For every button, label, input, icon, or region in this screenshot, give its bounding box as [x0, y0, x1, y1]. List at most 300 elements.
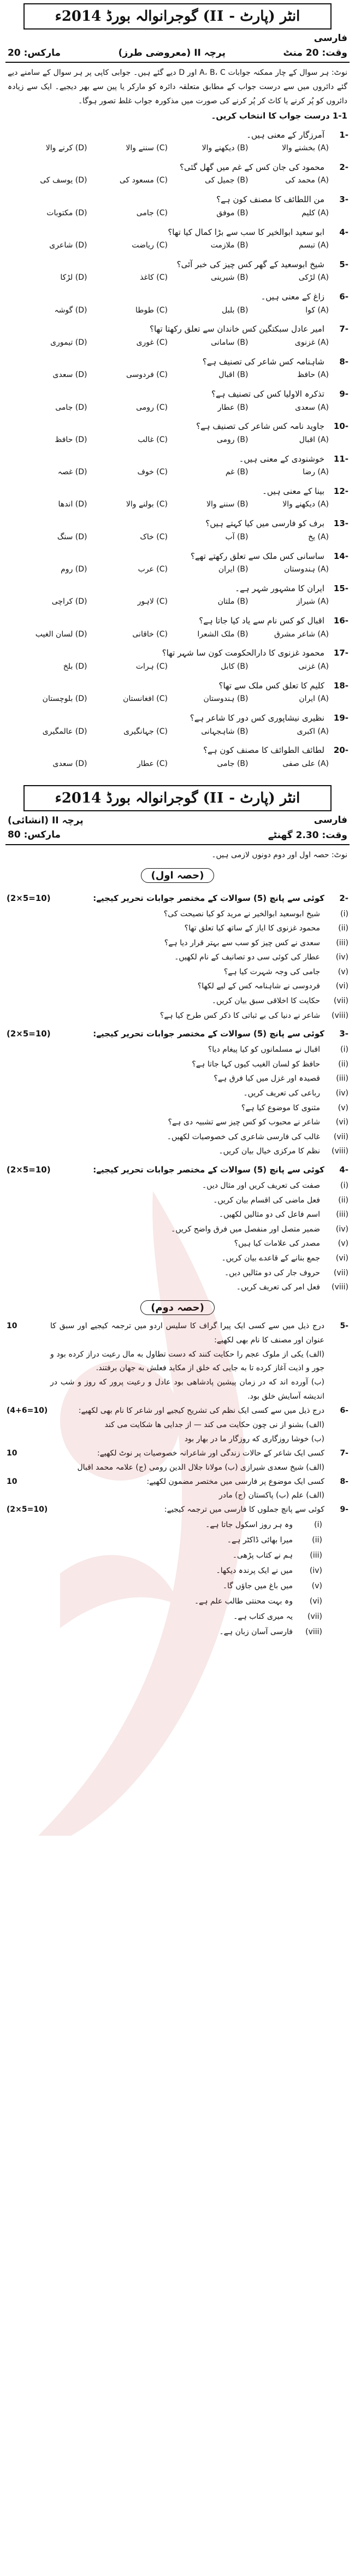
question-number: 16-: [333, 616, 348, 626]
question-number: 8-: [339, 356, 348, 367]
mcq-item: [7, 161, 348, 187]
mcq-item: [7, 128, 348, 155]
mcq-option: (B) جمیل کی: [205, 176, 248, 185]
question-marks: [7, 1489, 50, 1503]
mcq-option: (D) اندھا: [58, 500, 87, 509]
mcq-option: (C) ہرات: [135, 662, 168, 671]
mcq-option: (D) سعدی: [52, 759, 87, 768]
paper-label: پرچہ II (انشائی): [8, 815, 84, 826]
mcq-option: (C) سننے والا: [126, 144, 168, 153]
question-number: 2-: [339, 162, 348, 172]
roman-numeral: (vi): [335, 982, 348, 991]
mcq-option: (D) بلوچستان: [42, 694, 87, 704]
mcq-option: (B) موفق: [216, 208, 248, 217]
long-question-text: درج ذیل میں سے کسی ایک پیرا گراف کا سلیس اردو میں ترجمہ کیجیے اور سبق کا عنوان اور مصنف کا نام بھی لکھیے:: [50, 1321, 324, 1345]
question-number: 4-: [339, 227, 348, 237]
question-text: خوشنودی کے معنی ہیں۔: [239, 453, 324, 464]
mcq-option: (C) ریاضت: [132, 241, 168, 250]
roman-numeral: (vi): [335, 1118, 348, 1127]
long-question-text: کوئی سے پانچ جملوں کا فارسی میں ترجمہ کیجیے:: [164, 1505, 324, 1514]
question-text: بینا کے معنی ہیں۔: [262, 486, 324, 496]
time-label: وقت: 20 منٹ: [283, 47, 347, 58]
mcq-item: [7, 290, 348, 317]
translation-sentence: [0, 1548, 355, 1563]
question-number: [324, 1348, 348, 1376]
mcq-question-row: [7, 258, 348, 272]
roman-numeral: (ii): [338, 1059, 348, 1069]
short-question-text: حکایت کا اخلاقی سبق بیان کریں۔: [211, 997, 320, 1006]
short-question-text: فعل ماضی کی اقسام بیان کریں۔: [213, 1195, 320, 1205]
long-question-row: [0, 1319, 355, 1348]
question-number: 9-: [340, 1505, 348, 1514]
roman-numeral: (vii): [334, 1268, 348, 1277]
mcq-option: (C) خوف: [137, 468, 168, 477]
question-number: 18-: [333, 680, 348, 691]
long-questions: [0, 1319, 355, 1517]
question-text: کلیم کا تعلق کس ملک سے تھا؟: [218, 680, 324, 691]
translation-sentence: [0, 1563, 355, 1578]
long-question-row: [0, 1433, 355, 1447]
question-number: 5-: [340, 1321, 348, 1330]
roman-numeral: (viii): [332, 1283, 348, 1292]
mcq-option: (B) ہندوستان: [203, 694, 248, 704]
short-question: [0, 1280, 355, 1295]
short-question-text: عطار کی کوئی سی دو تصانیف کے نام لکھیں۔: [174, 953, 320, 962]
question-number: [324, 1433, 348, 1447]
mcq-option: (C) لاہور: [137, 597, 168, 606]
mcq-option: (A) یخ: [308, 532, 329, 541]
roman-numeral: (v): [338, 1239, 348, 1248]
short-question: [0, 1130, 355, 1145]
mcq-option: (C) غوری: [136, 338, 168, 347]
short-question: [0, 1222, 355, 1237]
question-text: آمرزگار کے معنی ہیں۔: [246, 129, 324, 140]
mcq-option: (B) شیرینی: [211, 273, 248, 282]
question-number: 1-: [339, 129, 348, 140]
translation-sentence: [0, 1532, 355, 1548]
long-question-text: درج ذیل میں سے کسی ایک نظم کی تشریح کیجیے اور شاعر کا نام بھی لکھیے:: [78, 1406, 324, 1416]
question-heading: [0, 1023, 355, 1042]
translation-sentences: [0, 1517, 355, 1640]
short-question: [0, 1101, 355, 1116]
mcq-options: [7, 207, 348, 220]
mcq-option: (A) سعدی: [295, 403, 329, 412]
sentence-text: میں باغ میں جاؤں گا۔: [222, 1582, 293, 1591]
long-question-row: [0, 1376, 355, 1404]
roman-numeral: (vii): [334, 997, 348, 1006]
short-question-text: مصدر کی علامات کیا ہیں؟: [234, 1239, 320, 1248]
mcq-options: [7, 628, 348, 641]
roman-numeral: (vi): [309, 1597, 322, 1606]
mcq-option: (D) جامی: [55, 403, 87, 412]
long-question-text: (ب) آورده اند که در زمان پیشین پادشاهی بود عادل و رعیت پرور که روز و شب در اندیشه آسایش خلق بود.: [50, 1378, 324, 1401]
short-question-text: حافظ کو لسان الغیب کیوں کہا جاتا ہے؟: [192, 1059, 320, 1069]
mcq-question-row: [7, 128, 348, 143]
mcq-option: (A) غزنی: [298, 662, 329, 671]
mcq-item: [7, 355, 348, 382]
mcq-question-row: [7, 355, 348, 369]
roman-numeral: (ii): [338, 924, 348, 933]
mcq-option: (B) شاہجہانی: [201, 727, 248, 736]
mcq-option: (D) یوسف کی: [40, 176, 87, 185]
short-question: [0, 1144, 355, 1159]
mcq-option: (C) رومی: [136, 403, 168, 412]
mcq-options: [7, 142, 348, 155]
mcq-option: (B) ایران: [218, 565, 248, 574]
mcq-option: (D) لسان الغیب: [35, 629, 87, 639]
question-text: ایران کا مشہور شہر ہے۔: [235, 583, 324, 593]
mcq-item: [7, 646, 348, 673]
long-question-row: [0, 1404, 355, 1418]
question-number: 9-: [339, 389, 348, 399]
question-text: ساسانی کس ملک سے تعلق رکھتے تھے؟: [191, 551, 324, 561]
roman-numeral: (v): [311, 1582, 322, 1591]
question-marks: [7, 1376, 50, 1404]
question-number: 10-: [333, 421, 348, 432]
mcq-options: [7, 531, 348, 544]
question-marks: [7, 1433, 50, 1447]
question-number: 6-: [340, 1406, 348, 1416]
mcq-option: (A) ہندوستان: [284, 565, 329, 574]
paper-label: پرچہ II (معروضی طرز): [118, 48, 226, 58]
roman-numeral: (i): [340, 909, 348, 918]
mcq-option: (D) روم: [61, 565, 87, 574]
short-question-text: نظم کا مرکزی خیال بیان کریں۔: [218, 1147, 320, 1156]
mcq-option: (A) غزنوی: [294, 338, 329, 347]
mcq-item: [7, 582, 348, 609]
mcq-question-row: [7, 614, 348, 628]
short-question-text: فردوسی نے شاہنامہ کس کے لیے لکھا؟: [197, 982, 320, 991]
question-number: 12-: [333, 486, 348, 496]
translation-sentence: [0, 1594, 355, 1609]
short-question-text: اقبال نے مسلمانوں کو کیا پیغام دیا؟: [208, 1045, 320, 1054]
mcq-option: (B) آب: [225, 532, 248, 541]
roman-numeral: (vi): [335, 1253, 348, 1263]
mcq-options: [7, 498, 348, 511]
mcq-question-row: [7, 226, 348, 240]
objective-note: نوٹ: ہر سوال کے چار ممکنہ جوابات A، B، C اور D دیے گئے ہیں۔ جوابی کاپی پر ہر سوال کے سامنے دیے گئے دائروں میں سے درست جواب کے مطابق متعلقہ دائرہ کو مارکر یا پین سے بھر دیجیے۔ ایک سے زیادہ دائروں کو پُر کرنے یا کاٹ کر پُر کرنے کی صورت میں مذکورہ جواب غلط تصور ہوگا۔: [8, 68, 347, 105]
roman-numeral: (iii): [336, 938, 348, 947]
mcq-option: (B) سننے والا: [206, 500, 248, 509]
paper-title-subjective: انٹر (پارٹ - II) گوجرانوالہ بورڈ 2014ء: [23, 785, 332, 811]
mcq-item: [7, 614, 348, 641]
sentence-text: وہ بہت محنتی طالب علم ہے۔: [194, 1597, 293, 1606]
mcq-option: (B) بلبل: [222, 305, 248, 315]
roman-numeral: (vii): [307, 1612, 322, 1622]
short-question-text: محمود غزنوی کا ایاز کے ساتھ کیا تعلق تھا؟: [184, 924, 320, 933]
mcq-question-row: [7, 161, 348, 175]
short-question-text: حروف جار کی دو مثالیں دیں۔: [224, 1268, 320, 1277]
long-question-row: [0, 1503, 355, 1517]
mcq-options: [7, 758, 348, 771]
question-number: 14-: [333, 551, 348, 561]
mcq-options: [7, 174, 348, 187]
mcq-item: [7, 258, 348, 285]
mcq-option: (A) علی صفی: [282, 759, 329, 768]
short-question: [0, 907, 355, 922]
mcq-options: [7, 596, 348, 609]
short-question-text: فعل امر کی تعریف کریں۔: [236, 1283, 320, 1292]
question-text: محمود کی جان کس کے غم میں گھل گئی؟: [179, 162, 324, 172]
mcq-options: [7, 337, 348, 350]
short-question: [0, 1057, 355, 1072]
translation-sentence: [0, 1578, 355, 1594]
roman-numeral: (iv): [309, 1566, 322, 1576]
short-question-text: صفت کی تعریف کریں اور مثال دیں۔: [202, 1181, 320, 1190]
roman-numeral: (iv): [335, 1089, 348, 1098]
mcq-option: (B) کابل: [221, 662, 248, 671]
long-question-row: [0, 1489, 355, 1503]
section-2-title: (حصہ دوم): [0, 1300, 355, 1315]
short-question: [0, 1086, 355, 1101]
question-text: ابو سعید ابوالخیر کا سب سے بڑا کمال کیا تھا؟: [168, 227, 324, 237]
translation-sentence: [0, 1517, 355, 1532]
subjective-subject-row: [0, 815, 355, 826]
mcq-option: (B) دیکھنے والا: [202, 144, 248, 153]
mcq-item: [7, 679, 348, 706]
mcq-item: [7, 387, 348, 414]
mcq-option: (A) حافظ: [297, 370, 329, 380]
mcq-question-row: [7, 387, 348, 402]
mcq-options: [7, 563, 348, 576]
mcq-item: [7, 517, 348, 544]
roman-numeral: (v): [338, 967, 348, 976]
short-question-text: جامی کی وجہ شہرت کیا ہے؟: [223, 967, 320, 976]
mcq-options: [7, 402, 348, 415]
question-marks: (2×5=10): [7, 893, 51, 903]
mcq-item: [7, 452, 348, 479]
mcq-option: (B) غم: [225, 468, 248, 477]
mcq-option: (D) لڑکا: [60, 273, 87, 282]
sentence-text: فارسی آسان زبان ہے۔: [219, 1628, 293, 1637]
roman-numeral: (i): [314, 1520, 322, 1530]
question-number: 4-: [339, 1165, 348, 1175]
mcq-item: [7, 744, 348, 770]
roman-numeral: (iv): [335, 1224, 348, 1234]
mcq-options: [7, 304, 348, 317]
translation-sentence: [0, 1609, 355, 1624]
mcq-option: (A) شاعر مشرق: [274, 629, 329, 639]
mcq-option: (A) لڑکی: [298, 273, 329, 282]
question-marks: [7, 1461, 50, 1475]
question-number: 6-: [339, 292, 348, 302]
question-number: 7-: [339, 324, 348, 334]
roman-numeral: (viii): [305, 1628, 322, 1637]
roman-numeral: (i): [340, 1045, 348, 1054]
mcq-option: (C) عطار: [137, 759, 168, 768]
subjective-note: نوٹ: حصہ اول اور دوم دونوں لازمی ہیں۔: [211, 850, 347, 859]
long-question-text: کسی ایک شاعر کے حالات زندگی اور شاعرانہ خصوصیات پر نوٹ لکھیے:: [97, 1448, 324, 1458]
mcq-option: (A) تبسم: [299, 241, 329, 250]
question-heading: [0, 887, 355, 907]
short-question-text: سعدی نے کس چیز کو سب سے بہتر قرار دیا ہے؟: [164, 938, 320, 947]
question-number: 8-: [340, 1477, 348, 1486]
mcq-question-row: [7, 322, 348, 337]
mcq-option: (A) رضا: [303, 468, 329, 477]
paper-title: انٹر (پارٹ - II) گوجرانوالہ بورڈ 2014ء: [23, 3, 332, 30]
mcq-option: (D) مکتوبات: [46, 208, 87, 217]
question-number: 3-: [339, 194, 348, 205]
mcq-option: (C) فردوسی: [126, 370, 168, 380]
short-question-text: جمع بنانے کے قاعدے بیان کریں۔: [221, 1253, 320, 1263]
mcq-option: (D) بلخ: [63, 662, 87, 671]
short-question: [0, 1071, 355, 1086]
short-question: [0, 1236, 355, 1251]
mcq-option: (B) ملک الشعرا: [197, 629, 248, 639]
mcq-question-row: [7, 193, 348, 207]
mcq-item: [7, 420, 348, 446]
mcq-item: [7, 711, 348, 738]
question-marks: 10: [7, 1448, 17, 1458]
sentence-text: ہم نے کتاب پڑھی۔: [232, 1551, 293, 1560]
mcq-option: (A) دیکھنے والا: [282, 500, 329, 509]
roman-numeral: (i): [340, 1181, 348, 1190]
question-number: [324, 1489, 348, 1503]
long-question-row: [0, 1475, 355, 1489]
mcq-option: (A) کوا: [305, 305, 329, 315]
question-marks: 10: [7, 1477, 17, 1486]
mcq-option: (A) محمد کی: [285, 176, 329, 185]
mcq-option: (C) خاک: [140, 532, 168, 541]
short-question-text: شیخ ابوسعید ابوالخیر نے مرید کو کیا نصیحت کی؟: [163, 909, 320, 918]
question-text: جاوید نامہ کس شاعر کی تصنیف ہے؟: [196, 421, 324, 432]
mcq-option: (B) جامی: [217, 759, 248, 768]
mcq-item: [7, 485, 348, 511]
subject-label: فارسی: [313, 815, 347, 826]
divider: [5, 62, 350, 63]
mcq-option: (A) اقبال: [299, 435, 329, 444]
question-number: 5-: [339, 259, 348, 269]
mcq-options: [7, 239, 348, 252]
roman-numeral: (vii): [334, 1132, 348, 1141]
short-question-text: قصیدہ اور غزل میں کیا فرق ہے؟: [214, 1074, 320, 1083]
mcq-option: (C) طوطا: [135, 305, 168, 315]
roman-numeral: (viii): [332, 1147, 348, 1156]
question-3: [0, 1023, 355, 1159]
question-number: 2-: [339, 893, 348, 903]
question-marks: 10: [7, 1321, 17, 1330]
mcq-option: (B) ملتان: [217, 597, 248, 606]
mcq-option: (C) جہانگیری: [123, 727, 168, 736]
long-question-text: (الف) علم (ب) پاکستان (ج) مادر: [218, 1491, 324, 1500]
question-number: 7-: [340, 1448, 348, 1458]
mcq-options: [7, 726, 348, 739]
long-question-row: [0, 1447, 355, 1461]
mcq-option: (B) اقبال: [218, 370, 248, 380]
mcq-option: (C) بولنے والا: [126, 500, 168, 509]
mcq-option: (C) عرب: [138, 565, 168, 574]
long-question-row: [0, 1418, 355, 1433]
short-question-text: رباعی کی تعریف کریں۔: [243, 1089, 320, 1098]
question-text: اقبال کو کس نام سے یاد کیا جاتا ہے؟: [199, 616, 324, 626]
short-question: [0, 979, 355, 994]
roman-numeral: (ii): [312, 1536, 322, 1545]
short-question: [0, 936, 355, 951]
short-question: [0, 1193, 355, 1208]
mcq-question-row: [7, 485, 348, 499]
short-question: [0, 965, 355, 980]
short-question-text: اسم فاعل کی دو مثالیں لکھیں۔: [218, 1210, 320, 1219]
mcq-option: (B) ملازمت: [210, 241, 248, 250]
mcq-option: (D) کراچی: [51, 597, 87, 606]
question-2: [0, 887, 355, 1023]
mcq-option: (D) تیموری: [50, 338, 87, 347]
question-text: برف کو فارسی میں کیا کہتے ہیں؟: [205, 518, 324, 529]
question-marks: (4+6=10): [7, 1406, 48, 1416]
question-number: [324, 1376, 348, 1404]
short-question-text: مثنوی کا موضوع کیا ہے؟: [241, 1103, 320, 1112]
long-question-text: کسی ایک موضوع پر فارسی میں مختصر مضمون لکھیے:: [146, 1477, 324, 1486]
question-text: نظیری نیشاپوری کس دور کا شاعر ہے؟: [190, 713, 324, 723]
mcq-question-row: [7, 420, 348, 434]
mcq-question-row: [7, 290, 348, 304]
short-question-text: شاعر نے دنیا کی بے ثباتی کا ذکر کس طرح کیا ہے؟: [159, 1011, 320, 1020]
short-question: [0, 1207, 355, 1222]
mcq-option: (D) عالمگیری: [42, 727, 87, 736]
mcq-option: (C) غالب: [138, 435, 168, 444]
mcq-question-row: [7, 582, 348, 596]
mcq-options: [7, 661, 348, 674]
short-question-text: ضمیر متصل اور منفصل میں فرق واضح کریں۔: [171, 1224, 320, 1234]
mcq-option: (A) بخشنے والا: [282, 144, 329, 153]
mcq-option: (C) خاقانی: [132, 629, 168, 639]
question-marks: [7, 1418, 50, 1433]
roman-numeral: (iii): [336, 1074, 348, 1083]
mcq-option: (C) افغانستان: [123, 694, 168, 704]
mcq-option: (D) غصہ: [57, 468, 87, 477]
mcq-option: (C) مسعود کی: [119, 176, 168, 185]
roman-numeral: (iv): [335, 953, 348, 962]
mcq-option: (D) سنگ: [57, 532, 87, 541]
mcq-option: (C) کاغذ: [140, 273, 168, 282]
question-number: 19-: [333, 713, 348, 723]
question-text: من اللطائف کا مصنف کون ہے؟: [216, 194, 324, 205]
question-number: 15-: [333, 583, 348, 593]
marks-label: مارکس: 20: [8, 47, 61, 58]
mcq-item: [7, 550, 348, 576]
question-text: تذکرہ الاولیا کس کی تصنیف ہے؟: [211, 389, 324, 399]
short-question-text: شاعر نے محبوب کو کس چیز سے تشبیہ دی ہے؟: [168, 1118, 320, 1127]
roman-numeral: (ii): [338, 1195, 348, 1205]
mcq-option: (B) سامانی: [211, 338, 248, 347]
question-text: لطائف الطوائف کا مصنف کون ہے؟: [203, 745, 324, 756]
short-question-text: غالب کی فارسی شاعری کی خصوصیات لکھیں۔: [167, 1132, 320, 1141]
mcq-list: [0, 128, 355, 771]
long-question-text: (الف) یکی از ملوک عجم را حکایت کنند که دست تطاول به مال رعیت دراز کرده بود و جور و اذیت آغاز کرده تا به جایی که خلق از مکاید فعلش به جهان برفتند.: [50, 1349, 324, 1373]
roman-numeral: (v): [338, 1103, 348, 1112]
question-number: 13-: [333, 518, 348, 529]
short-question: [0, 1266, 355, 1281]
question-text: شاہنامہ کس شاعر کی تصنیف ہے؟: [202, 356, 324, 367]
divider: [5, 844, 350, 845]
long-question-text: (الف) شیخ سعدی شیرازی (ب) مولانا جلال الدین رومی (ج) علامہ محمد اقبال: [77, 1463, 324, 1472]
short-question: [0, 1042, 355, 1057]
long-question-text: (الف) بشنو از نی چون حکایت می کند — از جدایی ها شکایت می کند: [104, 1420, 324, 1429]
subject-label: فارسی: [313, 33, 347, 44]
question-4: [0, 1159, 355, 1295]
time-label: وقت: 2.30 گھنٹے: [268, 829, 347, 841]
long-question-text: (ب) خوشا روزگاری که روزگار ما در بهار بود: [184, 1434, 324, 1443]
mcq-options: [7, 369, 348, 382]
question-marks: (2×5=10): [7, 1029, 51, 1039]
question-text: محمود غزنوی کا دارالحکومت کون سا شہر تھا؟: [162, 648, 324, 658]
mcq-option: (B) عطار: [217, 403, 248, 412]
objective-time-row: [0, 47, 355, 58]
long-question-row: [0, 1348, 355, 1376]
question-instruction: کوئی سے پانچ (5) سوالات کے مختصر جوابات تحریر کیجیے:: [93, 1029, 324, 1039]
question-instruction: کوئی سے پانچ (5) سوالات کے مختصر جوابات تحریر کیجیے:: [93, 893, 324, 903]
question-text: زاغ کے معنی ہیں۔: [261, 292, 324, 302]
